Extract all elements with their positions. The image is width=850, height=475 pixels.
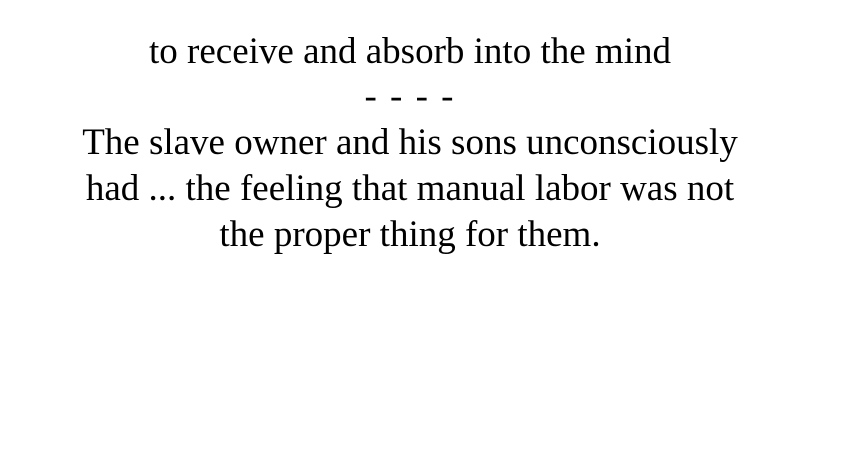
separator: - - - - [364,76,456,117]
example-line: the proper thing for them. [219,214,601,255]
example-line: had ... the feeling that manual labor was not [85,168,735,209]
example-line: The slave owner and his sons unconsciously [82,122,738,163]
example-sentence [0,120,820,258]
definition-text: to receive and absorb into the mind [149,31,671,72]
